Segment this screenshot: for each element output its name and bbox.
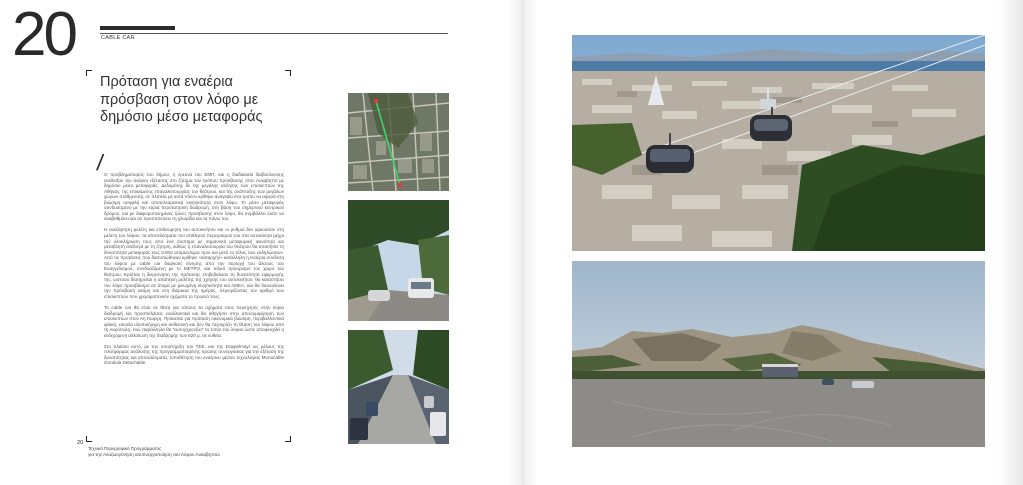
header-bar — [100, 26, 175, 30]
paragraph: Το cable car θα είναι σε θέση για τόπους τα οχήματα τους περιηγητές στην κύρια διαδρομή και προσπελάσεις εναλλακτικά και θα αθηγήσει στην αποσυμφόρηση των επισκεπτών στον Αη Γιώργη. Πρόκειται για πρόταση οικονομικά βιώσιμη, περιβαλλοντικά φιλική, εύκολα υλοποιήσιμη και ανθεκτική και δεν θα περιορίζει τη θέαση του λόφου από τη Ακρόπολη, ενώ παράλληλα θα "εκσυγχρονίζει" το τοπίο του λόφου ώστε αποφευχθεί η ενδεχόμενη αλλοίωση της διαδρομής των 820 μ. σε ευθεία. — [104, 305, 284, 338]
paragraph: Στο πλαίσιο αυτό, με την υποστήριξη του ΤΕΕ, και της Doppelmayr ως μέλους της πλατφόρμας ανάλυσης της προγραμματισμένης πρώτης συνεργασίας για την εξέταση της δυνατότητας και αποτελέσματα, τοποθέτηση του εναέριου μέσου τεχνολογίας Monocable Gondola Detachable. — [104, 343, 284, 366]
hill-parking-image — [572, 261, 985, 447]
article-body — [104, 172, 284, 372]
page-gutter — [508, 0, 538, 485]
footer-line: για την Αναζωογόνηση και Ενεργοποίηση του Λόφου Λυκαβηττού — [88, 452, 220, 457]
cable-car-render-image — [572, 35, 985, 251]
aerial-map-image — [348, 93, 449, 191]
header-rule — [100, 33, 448, 34]
paragraph: Ο προβληματισμός του δήμου, η έρευνα του ΕΜΠ, και η διαδικασία διαβούλευσης ανέδειξαν την ανάγκη εξέτασης στο ζήτημα του τρόπου πρόσβασης στον Λυκαβηττό με δημόσιο μέσο μεταφοράς. Δεδομένης δε της μεγάλης αύξησης των επισκεπτών της Αθήνας, της επικείμενης επαναλειτουργίας του θεάτρου, και της ανάπτυξης των μεγάλων χώρων στάθμευσης σε πλατεία με αυτά πλέον κρίθηκε αναγκαίο ένα τρόπο να αφορά στη βιώσιμη ασφαλή και αποτελεσματική κινητικότητα στον λόφο. Το μέσο μεταφοράς συνδυασμένο με την κύρια περιπατητική διαδρομή, στη βάση του σημερινού κεντρικού δρόμου, και με διαφοροποιημένες ζώνες πρόσβασης στον λόφο, θα συμβάλλει ώστε να αναβαθμίσει και να προστατεύσει τη χλωρίδα και τα πάνω του. — [104, 172, 284, 222]
street-photo — [348, 200, 449, 321]
footer-line: Τεχνικό Περιγραφικό Προγράμματος — [88, 446, 162, 451]
corner-mark — [86, 436, 92, 442]
chapter-label: CABLE CAR — [101, 35, 135, 41]
corner-mark — [285, 70, 291, 76]
paragraph: Η ανεξάρτητη μελέτη και επιθεώρηση του αυτοκινήτου και οι ρυθμοί δεν αρκούσαν στη μελέτη του λόφου, τα αποτελέσματα του σταθερού περιορισμού του στα αυτοκίνητα μέχρι την ολοκλήρωση τους από ένα σύστημα με σημαντική μεταφορική ικανότητα και μεταβλητή ανάλογα με τη ζήτηση, καθώς η επαναλειτουργία του θεάτρου θα απαιτήσει τη δυνατότητα μεταφοράς έως 3.000 ατόμων/ώρα πριν και μετά το τέλος των εκδηλώσεων. Από τις προτάσεις που διατυπώθηκαν κρίθηκε «καταρχήν» κατάλληλη η εναέρια σύνδεση του λόφου με cable car διαρκούς κίνησης από την περιοχή του άλσους του Ευαγγελισμού, συνδυαζόμενη με το ΜΕΤΡΟ, και τελικό προορισμό τον χώρο του θεάτρου. Ερίσταν η διερεύνηση της πρότασης επιβεβαίωσε τη δυνατότητα εφαρμογής της, ωστόσο διατηρείται η απαίτηση μελέτης της χρήσης του αυτοκινήτου, θα καταστήσει τον λόφο προσβάσιμο σε άτομα με μειωμένη κινητικότητα και ΑΜΕΑ, και θα διευκολύνει την πρόσβαση ακόμη και στη διάρκεια της ημέρας, περιορίζοντας τον αριθμό των επισκεπτών που χρησιμοποιούν οχήματα το πρωινό τους. — [104, 227, 284, 299]
article-title: Πρόταση για εναέρια πρόσβαση στον λόφο με δημόσιο μέσο μεταφοράς — [100, 74, 263, 125]
page-footer — [88, 446, 220, 458]
title-slash: / — [95, 150, 105, 175]
chapter-number: 20 — [12, 0, 75, 69]
page-edge — [997, 0, 1023, 485]
corner-mark — [86, 70, 92, 76]
street-photo — [348, 330, 449, 444]
page-number: 20 — [77, 440, 84, 446]
corner-mark — [285, 436, 291, 442]
